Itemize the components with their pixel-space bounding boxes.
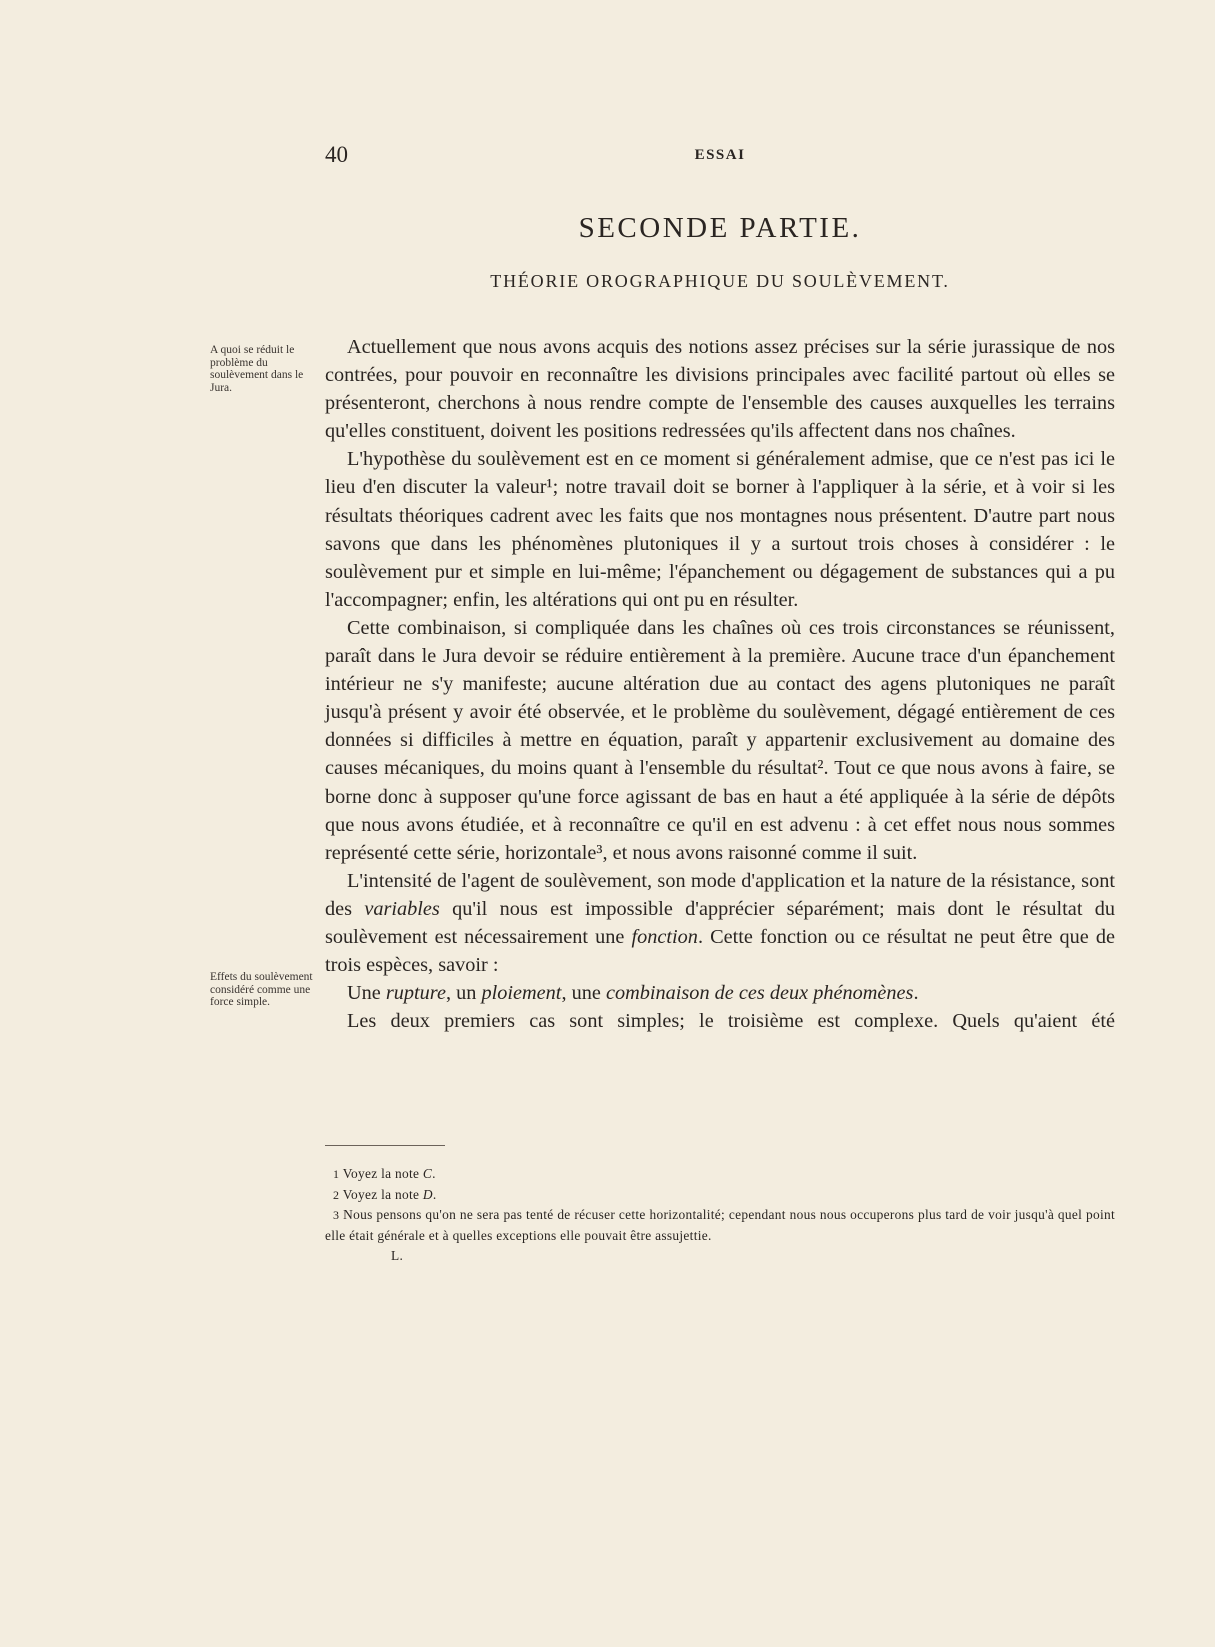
footnote-1: 1 Voyez la note C. — [333, 1166, 436, 1181]
emphasis: variables — [364, 897, 440, 920]
body-text — [325, 333, 1115, 1035]
emphasis: combinaison de ces deux phénomènes — [605, 982, 914, 1005]
margin-note-1: A quoi se réduit le problème du soulèvement dans le Jura. — [210, 344, 304, 394]
paragraph: Une rupture, un ploiement, une combinaison de ces deux phénomènes. — [347, 982, 919, 1005]
running-title: ESSAI — [694, 147, 746, 163]
running-head — [325, 142, 1115, 166]
footnotes — [325, 1164, 1115, 1267]
paragraph: L'intensité de l'agent de soulèvement, son mode d'application et la nature de la résistance, sont des variables qu'il nous est impossible d'apprécier séparément; mais dont le résultat du soulèvement est nécessairement une fonction. Cette fonction ou ce résultat ne peut être que de trois espèces, savoir : — [325, 869, 1116, 977]
emphasis: rupture — [385, 982, 446, 1005]
footnote-signature: L. — [391, 1248, 404, 1263]
paragraph: Actuellement que nous avons acquis des notions assez précises sur la série jurassique de nos contrées, pour pouvoir en reconnaître les divisions principales avec facilité partout où elles se présenteront, cherchons à nous rendre compte de l'ensemble des causes auxquelles les terrains qu'elles constituent, doivent les positions redressées qu'ils affectent dans nos chaînes. — [325, 336, 1115, 443]
emphasis: fonction — [631, 925, 698, 948]
footnote-2: 2 Voyez la note D. — [333, 1186, 437, 1202]
margin-note-2: Effets du soulèvement considéré comme une force simple. — [210, 971, 313, 1009]
paragraph: Les deux premiers cas sont simples; le troisième est complexe. Quels qu'aient été — [347, 1010, 1115, 1033]
part-title: SECONDE PARTIE. — [578, 212, 862, 244]
footnote-rule — [325, 1145, 445, 1146]
footnote-3: 3 Nous pensons qu'on ne sera pas tenté de récuser cette horizontalité; cependant nous nous occuperons plus tard de voir jusqu'à quel point elle était générale et à quelles exceptions elle pouvait être assujettie. — [325, 1207, 1115, 1243]
paragraph: L'hypothèse du soulèvement est en ce moment si généralement admise, que ce n'est pas ici le lieu d'en discuter la valeur¹; notre travail doit se borner à l'appliquer à la série, et à voir si les résultats théoriques cadrent avec les faits que nos montagnes nous présentent. D'autre part nous savons que dans les phénomènes plutoniques il y a surtout trois choses à considérer : le soulèvement pur et simple en lui-même; l'épanchement ou dégagement de substances qui a pu l'accompagner; enfin, les altérations qui ont pu en résulter. — [325, 448, 1115, 611]
part-subtitle: THÉORIE OROGRAPHIQUE DU SOULÈVEMENT. — [490, 271, 950, 291]
page-number: 40 — [325, 142, 348, 167]
emphasis: ploiement — [481, 982, 562, 1005]
paragraph: Cette combinaison, si compliquée dans les chaînes où ces trois circonstances se réunissent, paraît dans le Jura devoir se réduire entièrement à la première. Aucune trace d'un épanchement intérieur ne s'y manifeste; aucune altération due au contact des agens plutoniques ne paraît jusqu'à présent y avoir été observée, et le problème du soulèvement, dégagé entièrement de ces données si difficiles à mettre en équation, paraît y appartenir exclusivement au domaine des causes mécaniques, du moins quant à l'ensemble du résultat². Tout ce que nous avons à faire, se borne donc à supposer qu'une force agissant de bas en haut a été appliquée à la série de dépôts que nous avons étudiée, et à reconnaître ce qu'il en est advenu : à cet effet nous nous sommes représenté cette série, horizontale³, et nous avons raisonné comme il suit. — [325, 616, 1115, 864]
